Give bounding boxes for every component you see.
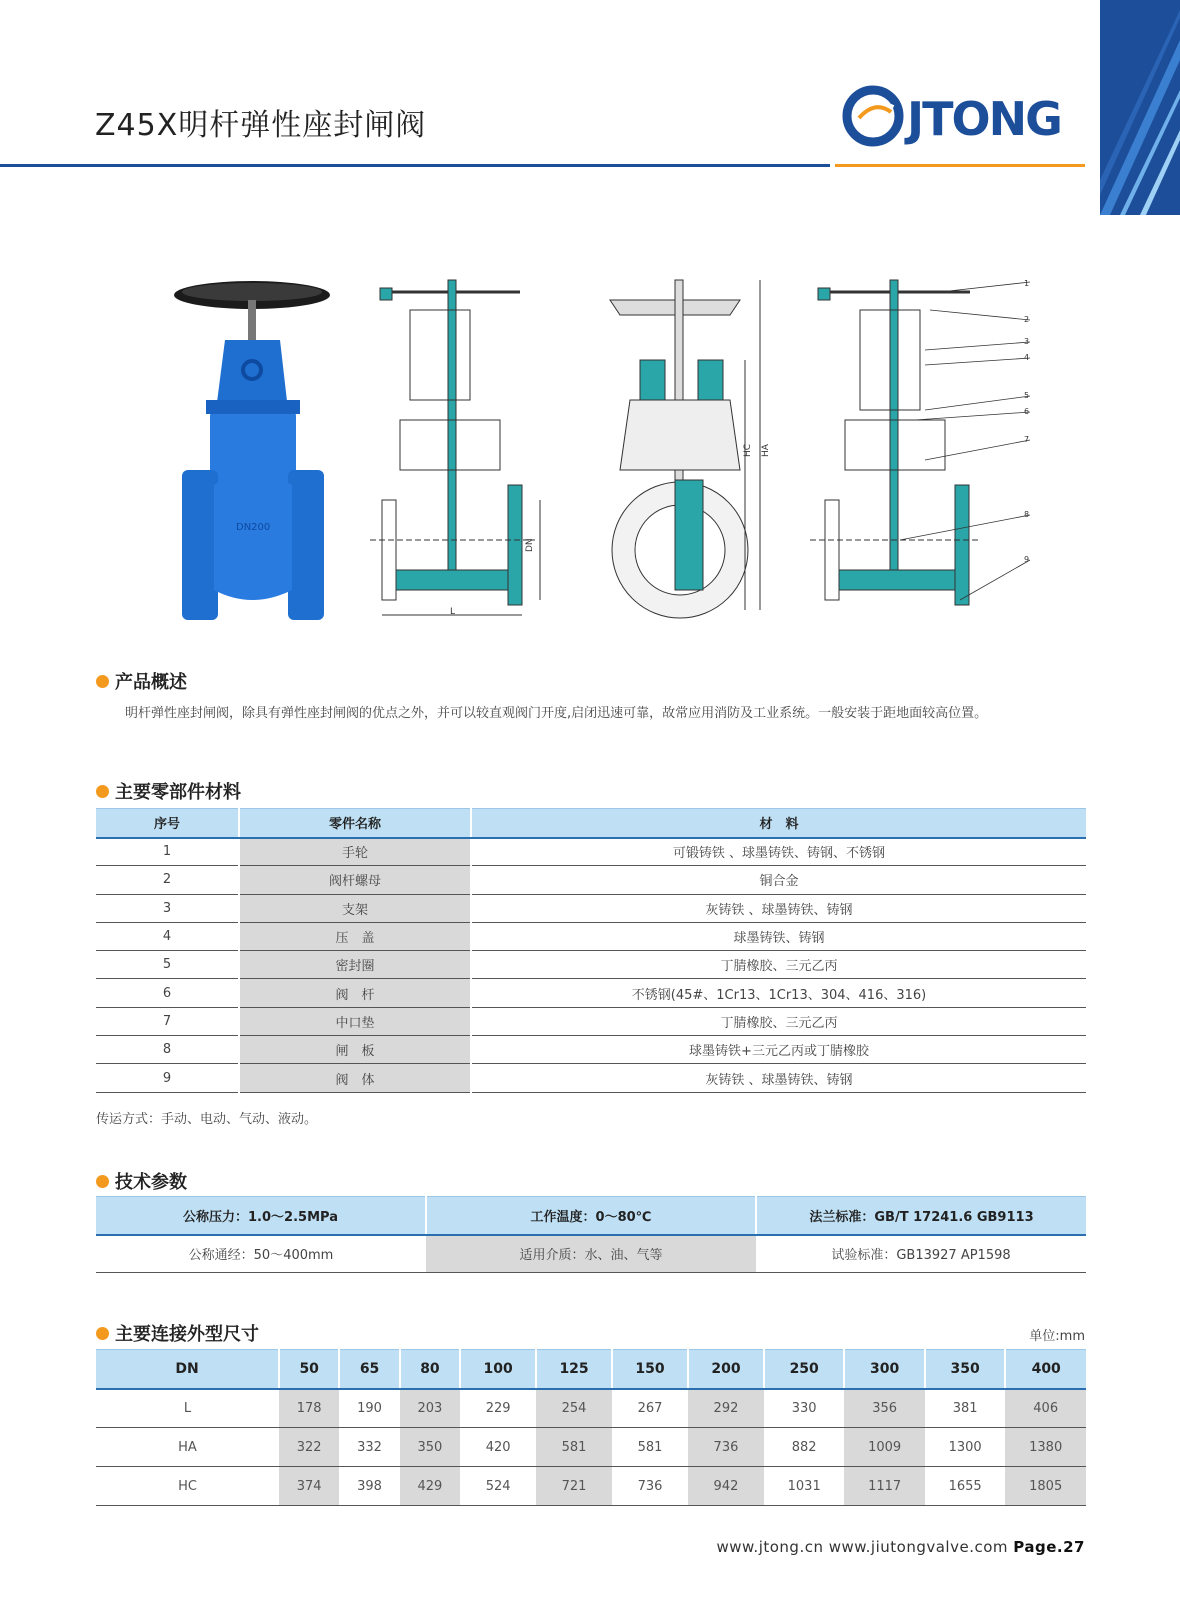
table-cell: 190 [339, 1389, 399, 1428]
overview-text: 明杆弹性座封闸阀，除具有弹性座封闸阀的优点之外，并可以较直观阀门开度,启闭迅速可靠，故常应用消防及工业系统。一般安装于距地面较高位置。 [125, 706, 988, 721]
materials-heading [96, 778, 241, 804]
table-cell: 压 盖 [239, 922, 471, 950]
table-row [96, 1428, 1086, 1467]
table-cell: 灰铸铁 、球墨铸铁、铸钢 [471, 1064, 1086, 1092]
table-cell: 球墨铸铁+三元乙丙或丁腈橡胶 [471, 1036, 1086, 1064]
table-cell: 中口垫 [239, 1007, 471, 1035]
param-cell: 适用介质：水、油、气等 [426, 1235, 756, 1273]
table-cell: 密封圈 [239, 951, 471, 979]
table-cell: 3 [96, 894, 239, 922]
column-header: 125 [536, 1350, 612, 1389]
table-cell: 4 [96, 922, 239, 950]
materials-heading-text: 主要零部件材料 [115, 782, 241, 803]
table-cell: 178 [279, 1389, 339, 1428]
table-row [96, 1389, 1086, 1428]
param-header: 法兰标准：GB/T 17241.6 GB9113 [756, 1197, 1086, 1235]
table-cell: 267 [612, 1389, 688, 1428]
header-rule-blue [0, 164, 830, 167]
bullet-icon [96, 675, 109, 688]
table-cell: 1 [96, 838, 239, 866]
part-number: 5 [1024, 391, 1030, 400]
param-cell: 试验标准：GB13927 AP1598 [756, 1235, 1086, 1273]
table-cell: 581 [612, 1428, 688, 1467]
product-illustrations [170, 270, 1090, 650]
table-row [96, 1467, 1086, 1506]
table-cell: 229 [460, 1389, 536, 1428]
dimensions-table [96, 1349, 1086, 1506]
table-row [96, 866, 1086, 894]
dim-label-l: L [450, 607, 456, 617]
table-cell: 闸 板 [239, 1036, 471, 1064]
table-cell: 5 [96, 951, 239, 979]
table-cell: 灰铸铁 、球墨铸铁、铸钢 [471, 894, 1086, 922]
table-cell: 332 [339, 1428, 399, 1467]
table-cell: 398 [339, 1467, 399, 1506]
table-cell: 8 [96, 1036, 239, 1064]
param-header: 工作温度：0～80℃ [426, 1197, 756, 1235]
column-header: 材 料 [471, 809, 1086, 838]
dim-label-ha: HA [761, 444, 771, 457]
table-cell: 丁腈橡胶、三元乙丙 [471, 1007, 1086, 1035]
drawing-section-2 [610, 280, 771, 618]
column-header: 300 [844, 1350, 924, 1389]
part-number: 1 [1024, 279, 1030, 288]
table-cell: 406 [1005, 1389, 1086, 1428]
table-row [96, 1036, 1086, 1064]
table-cell: 支架 [239, 894, 471, 922]
param-header: 公称压力：1.0～2.5MPa [96, 1197, 426, 1235]
part-number: 4 [1024, 353, 1030, 362]
jtong-logo [835, 78, 1090, 158]
table-cell: 7 [96, 1007, 239, 1035]
table-cell: 1117 [844, 1467, 924, 1506]
table-cell: 292 [688, 1389, 764, 1428]
table-cell: 736 [612, 1467, 688, 1506]
dim-label-hc: HC [743, 443, 753, 457]
param-cell: 公称通经：50～400mm [96, 1235, 426, 1273]
table-header-row [96, 1350, 1086, 1389]
table-cell: 254 [536, 1389, 612, 1428]
part-number: 6 [1024, 407, 1030, 416]
table-cell: 721 [536, 1467, 612, 1506]
table-cell: 429 [400, 1467, 460, 1506]
row-label: HC [96, 1467, 279, 1506]
page-number: Page.27 [1013, 1538, 1085, 1556]
valve-photo [174, 281, 330, 620]
logo-text: JTONG [907, 92, 1061, 146]
dimensions-heading [96, 1320, 259, 1346]
table-cell: 356 [844, 1389, 924, 1428]
table-cell: 阀 杆 [239, 979, 471, 1007]
table-cell: 1300 [925, 1428, 1005, 1467]
bullet-icon [96, 1327, 109, 1340]
tech-heading [96, 1168, 187, 1194]
drive-note: 传运方式：手动、电动、气动、液动。 [96, 1112, 318, 1127]
table-cell: 1009 [844, 1428, 924, 1467]
column-header: 250 [764, 1350, 844, 1389]
part-number: 8 [1024, 510, 1030, 519]
table-cell: 882 [764, 1428, 844, 1467]
table-cell: 铜合金 [471, 866, 1086, 894]
page-footer [717, 1538, 1086, 1556]
row-label: L [96, 1389, 279, 1428]
table-cell: 350 [400, 1428, 460, 1467]
table-row [96, 951, 1086, 979]
part-number: 7 [1024, 435, 1030, 444]
column-header: DN [96, 1350, 279, 1389]
table-cell: 手轮 [239, 838, 471, 866]
column-header: 400 [1005, 1350, 1086, 1389]
table-cell: 736 [688, 1428, 764, 1467]
table-cell: 374 [279, 1467, 339, 1506]
table-cell: 381 [925, 1389, 1005, 1428]
unit-label: 单位:mm [1029, 1329, 1085, 1344]
drawing-section-1 [370, 280, 540, 617]
table-row [96, 1235, 1086, 1273]
drawing-section-3 [810, 279, 1030, 605]
corner-decoration [1100, 0, 1180, 215]
table-cell: 1031 [764, 1467, 844, 1506]
overview-heading [96, 668, 187, 694]
part-number: 2 [1024, 315, 1030, 324]
part-number: 9 [1024, 555, 1030, 564]
column-header: 100 [460, 1350, 536, 1389]
table-cell: 阀杆螺母 [239, 866, 471, 894]
tech-heading-text: 技术参数 [115, 1172, 187, 1193]
table-cell: 球墨铸铁、铸钢 [471, 922, 1086, 950]
column-header: 350 [925, 1350, 1005, 1389]
table-cell: 不锈钢(45#、1Cr13、1Cr13、304、416、316) [471, 979, 1086, 1007]
bullet-icon [96, 1175, 109, 1188]
table-cell: 203 [400, 1389, 460, 1428]
column-header: 80 [400, 1350, 460, 1389]
table-cell: 6 [96, 979, 239, 1007]
page-title: Z45X明杆弹性座封闸阀 [95, 108, 427, 143]
table-cell: 1805 [1005, 1467, 1086, 1506]
row-label: HA [96, 1428, 279, 1467]
bullet-icon [96, 785, 109, 798]
table-cell: 524 [460, 1467, 536, 1506]
svg-text:DN200: DN200 [236, 522, 271, 533]
dimensions-heading-text: 主要连接外型尺寸 [115, 1324, 259, 1345]
table-header-row [96, 1197, 1086, 1235]
table-row [96, 922, 1086, 950]
table-cell: 丁腈橡胶、三元乙丙 [471, 951, 1086, 979]
table-cell: 2 [96, 866, 239, 894]
dim-label-dn: DN [525, 538, 535, 552]
materials-table [96, 808, 1086, 1093]
header-rule-orange [835, 164, 1085, 167]
table-cell: 阀 体 [239, 1064, 471, 1092]
overview-heading-text: 产品概述 [115, 672, 187, 693]
part-number: 3 [1024, 337, 1030, 346]
table-cell: 942 [688, 1467, 764, 1506]
tech-params-table [96, 1196, 1086, 1273]
table-row [96, 1064, 1086, 1092]
table-row [96, 1007, 1086, 1035]
column-header: 65 [339, 1350, 399, 1389]
table-row [96, 894, 1086, 922]
table-cell: 420 [460, 1428, 536, 1467]
table-cell: 1655 [925, 1467, 1005, 1506]
column-header: 序号 [96, 809, 239, 838]
column-header: 200 [688, 1350, 764, 1389]
table-row [96, 979, 1086, 1007]
table-cell: 1380 [1005, 1428, 1086, 1467]
footer-urls: www.jtong.cn www.jiutongvalve.com [716, 1538, 1009, 1556]
column-header: 零件名称 [239, 809, 471, 838]
table-cell: 581 [536, 1428, 612, 1467]
table-row [96, 838, 1086, 866]
table-cell: 330 [764, 1389, 844, 1428]
column-header: 150 [612, 1350, 688, 1389]
table-cell: 322 [279, 1428, 339, 1467]
table-cell: 9 [96, 1064, 239, 1092]
table-header-row [96, 809, 1086, 838]
table-cell: 可锻铸铁 、球墨铸铁、铸钢、不锈钢 [471, 838, 1086, 866]
column-header: 50 [279, 1350, 339, 1389]
